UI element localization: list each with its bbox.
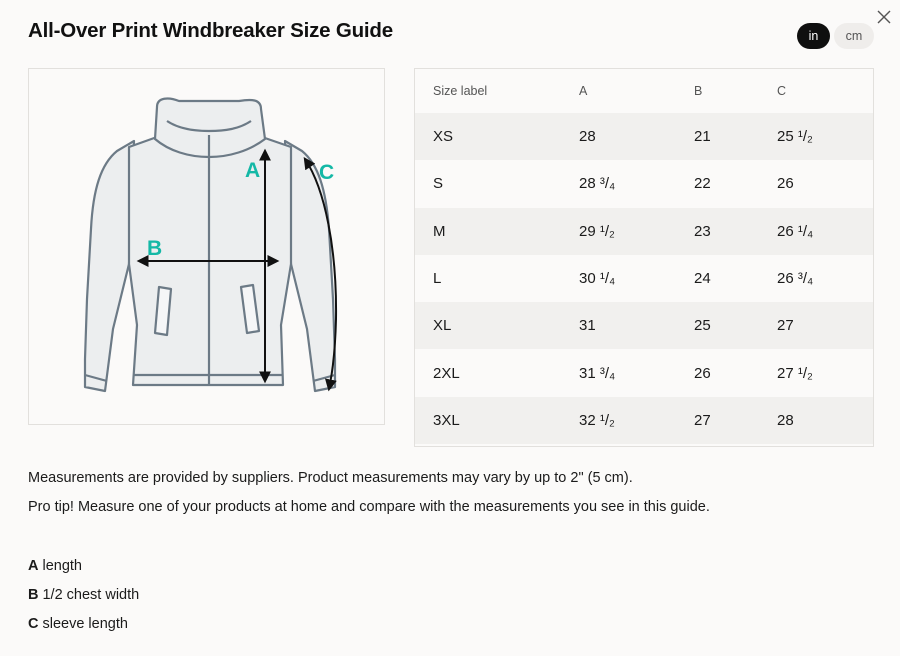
table-header xyxy=(415,69,873,113)
unit-in-button[interactable]: in xyxy=(797,23,830,49)
size-label-cell: S xyxy=(433,175,444,193)
measurement-cell: 22 xyxy=(694,175,711,193)
notes xyxy=(28,469,710,527)
unit-cm-button[interactable]: cm xyxy=(834,23,874,49)
measurement-legend xyxy=(28,557,139,644)
close-icon xyxy=(875,8,893,26)
header-c: C xyxy=(777,84,787,98)
legend-item-c: C sleeve length xyxy=(28,616,128,632)
measurement-cell: 21 xyxy=(694,128,711,146)
measurement-cell: 28 ³/₄ xyxy=(579,175,616,193)
measurement-cell: 30 ¹/₄ xyxy=(579,270,616,288)
measurement-cell: 27 xyxy=(777,317,794,335)
measurement-cell: 26 ³/₄ xyxy=(777,270,814,288)
measurement-cell: 25 ¹/₂ xyxy=(777,128,813,146)
table-row xyxy=(415,397,873,444)
size-table xyxy=(414,68,874,447)
size-label-cell: 2XL xyxy=(433,364,460,382)
size-label-cell: XS xyxy=(433,128,454,146)
table-row xyxy=(415,160,873,207)
measurement-cell: 24 xyxy=(694,270,711,288)
legend-item-a: A length xyxy=(28,558,82,574)
table-row xyxy=(415,208,873,255)
jacket-diagram xyxy=(28,68,385,425)
size-label-cell: 3XL xyxy=(433,411,460,429)
label-b: B xyxy=(147,237,163,260)
measurement-cell: 32 ¹/₂ xyxy=(579,411,615,429)
measurement-cell: 27 ¹/₂ xyxy=(777,364,813,382)
note-pro-tip: Pro tip! Measure one of your products at home and compare with the measurements you see in this guide. xyxy=(28,499,710,515)
label-a: A xyxy=(245,159,261,182)
size-label-cell: XL xyxy=(433,317,452,335)
page-title: All-Over Print Windbreaker Size Guide xyxy=(28,19,393,42)
header-b: B xyxy=(694,84,703,98)
measurement-cell: 31 xyxy=(579,317,596,335)
measurement-cell: 26 xyxy=(694,364,711,382)
label-c: C xyxy=(319,161,335,184)
table-row xyxy=(415,255,873,302)
table-row xyxy=(415,349,873,396)
note-suppliers: Measurements are provided by suppliers. Product measurements may vary by up to 2" (5 cm). xyxy=(28,470,633,486)
windbreaker-illustration xyxy=(29,69,386,426)
header-a: A xyxy=(579,84,588,98)
measurement-cell: 27 xyxy=(694,411,711,429)
measurement-cell: 25 xyxy=(694,317,711,335)
size-label-cell: L xyxy=(433,270,442,288)
measurement-cell: 28 xyxy=(777,411,794,429)
header-size-label: Size label xyxy=(433,84,488,98)
measurement-cell: 28 xyxy=(579,128,596,146)
left-sleeve xyxy=(85,141,134,391)
measurement-cell: 31 ³/₄ xyxy=(579,364,616,382)
legend-item-b: B 1/2 chest width xyxy=(28,587,140,603)
table-row xyxy=(415,302,873,349)
measurement-cell: 26 ¹/₄ xyxy=(777,222,814,240)
size-label-cell: M xyxy=(433,222,446,240)
measurement-cell: 23 xyxy=(694,222,711,240)
table-row xyxy=(415,113,873,160)
measurement-cell: 29 ¹/₂ xyxy=(579,222,615,240)
measurement-cell: 26 xyxy=(777,175,794,193)
unit-toggle xyxy=(797,23,874,49)
close-button[interactable] xyxy=(875,8,893,26)
